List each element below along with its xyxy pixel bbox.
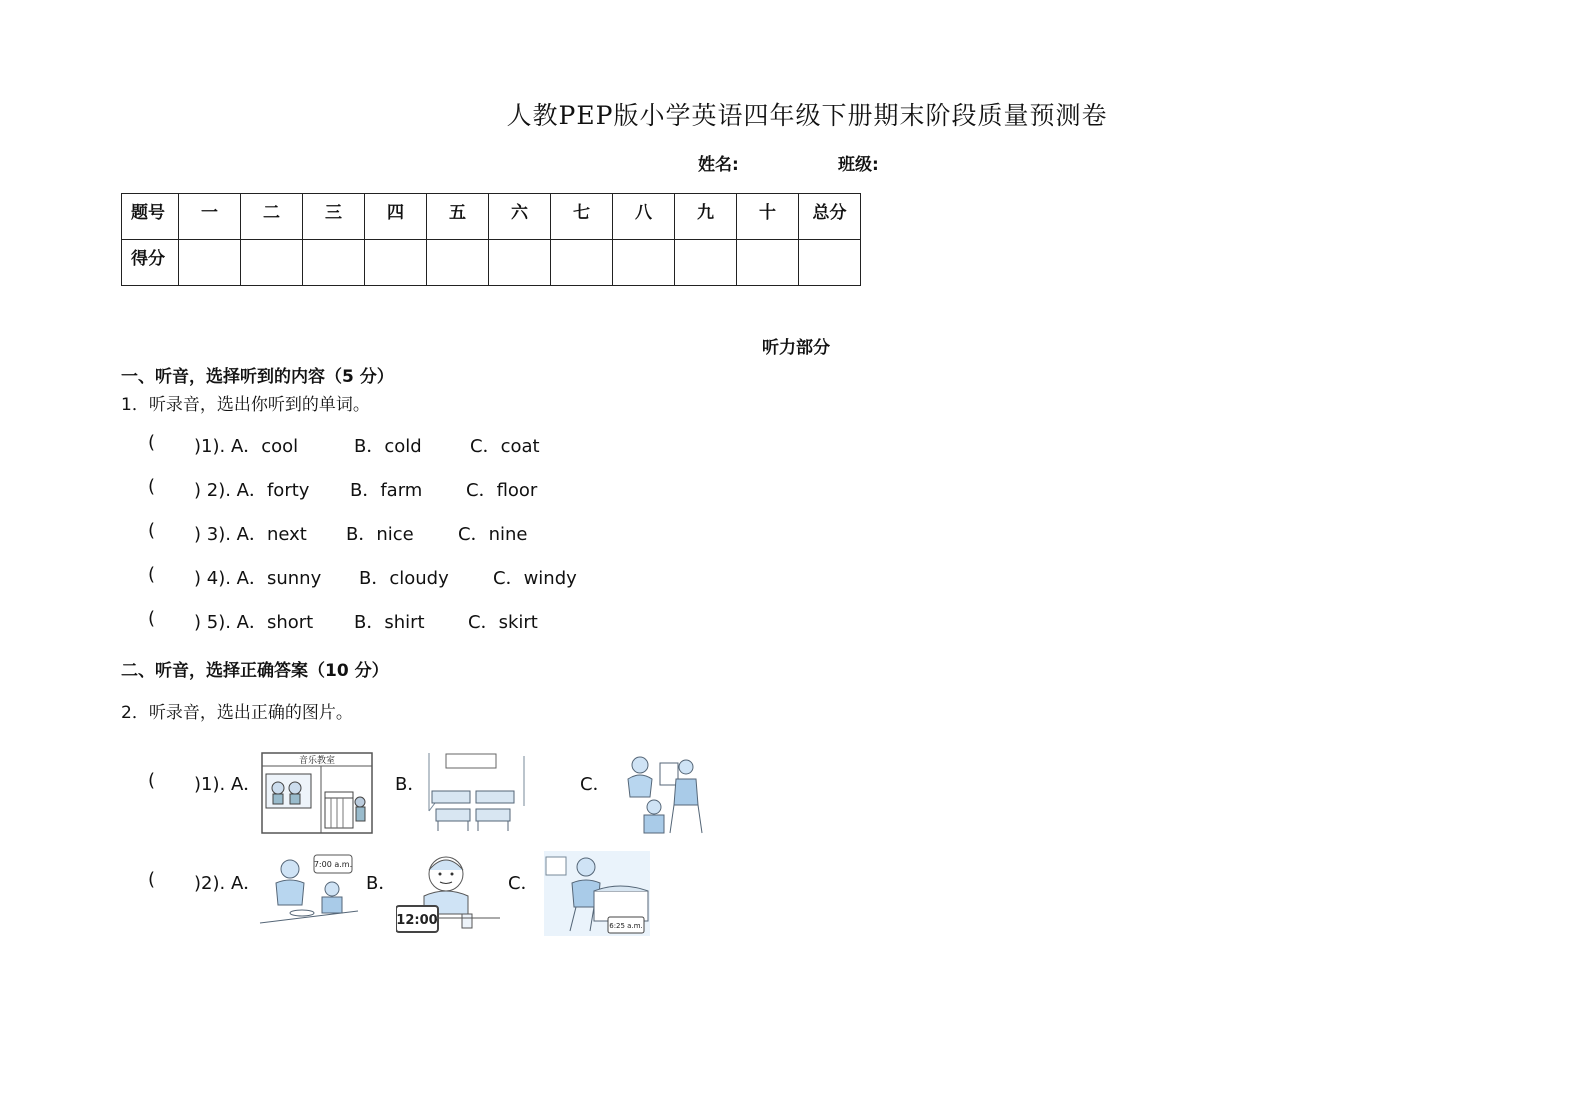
- score-table-header-label: 题号: [122, 194, 179, 240]
- score-table-column: 十: [737, 194, 799, 240]
- score-table-column: 三: [303, 194, 365, 240]
- option-a: )1). A．cool: [194, 436, 299, 457]
- classroom-image: [424, 751, 526, 833]
- option-b: B．nice: [346, 524, 414, 545]
- option-b: B．cold: [354, 436, 422, 457]
- score-table-header-row: [122, 194, 861, 240]
- option-b: B．farm: [350, 480, 423, 501]
- name-label: 姓名:: [698, 155, 739, 175]
- score-table-score-label: 得分: [122, 240, 179, 286]
- score-cell: [489, 240, 551, 286]
- score-cell: [799, 240, 861, 286]
- score-table-column: 四: [365, 194, 427, 240]
- answer-paren: (: [148, 608, 156, 629]
- clock-a-time: 7:00 a.m.: [313, 860, 353, 869]
- answer-paren: (: [148, 869, 156, 890]
- option-b: B．: [395, 774, 426, 795]
- section2-instruction: 2．听录音，选出正确的图片。: [121, 703, 353, 723]
- music-room-image: [261, 752, 373, 834]
- lunch-image: [396, 852, 500, 934]
- score-cell: [613, 240, 675, 286]
- answer-paren: (: [148, 476, 156, 497]
- score-table-column: 一: [179, 194, 241, 240]
- option-a: )1). A．: [194, 774, 262, 795]
- score-table-column: 七: [551, 194, 613, 240]
- score-cell: [675, 240, 737, 286]
- option-b: B．cloudy: [359, 568, 449, 589]
- section1-heading: 一、听音，选择听到的内容（5 分）: [121, 367, 394, 387]
- class-label: 班级:: [838, 155, 879, 175]
- option-a: ) 4). A．sunny: [194, 568, 322, 589]
- part-title-listening: 听力部分: [762, 338, 830, 358]
- option-c: C．windy: [493, 568, 577, 589]
- clock-c-time: 6:25 a.m.: [609, 922, 643, 930]
- page-title: 人教PEP版小学英语四年级下册期末阶段质量预测卷: [506, 101, 1108, 130]
- answer-paren: (: [148, 432, 156, 453]
- score-cell: [241, 240, 303, 286]
- getting-up-image: [544, 851, 650, 936]
- score-table-column: 八: [613, 194, 675, 240]
- option-c: C．: [508, 873, 539, 894]
- option-c: C．floor: [466, 480, 538, 501]
- answer-paren: (: [148, 564, 156, 585]
- answer-paren: (: [148, 770, 156, 791]
- score-table-column: 五: [427, 194, 489, 240]
- option-c: C．: [580, 774, 611, 795]
- score-table-column: 九: [675, 194, 737, 240]
- option-a: ) 2). A．forty: [194, 480, 310, 501]
- option-a: )2). A．: [194, 873, 262, 894]
- option-a: ) 3). A．next: [194, 524, 307, 545]
- option-a: ) 5). A．short: [194, 612, 314, 633]
- option-c: C．coat: [470, 436, 540, 457]
- score-table-score-row: [122, 240, 861, 286]
- breakfast-image: [258, 853, 360, 925]
- score-cell: [737, 240, 799, 286]
- music-room-sign: 音乐教室: [298, 756, 336, 766]
- clock-b-time: 12:00: [396, 913, 438, 928]
- score-table-column: 总分: [799, 194, 861, 240]
- score-table-column: 二: [241, 194, 303, 240]
- option-c: C．skirt: [468, 612, 538, 633]
- score-table: [121, 193, 861, 286]
- answer-paren: (: [148, 520, 156, 541]
- option-b: B．shirt: [354, 612, 425, 633]
- score-cell: [179, 240, 241, 286]
- option-c: C．nine: [458, 524, 528, 545]
- score-cell: [303, 240, 365, 286]
- section2-heading: 二、听音，选择正确答案（10 分）: [121, 661, 389, 681]
- score-cell: [365, 240, 427, 286]
- section1-instruction: 1．听录音，选出你听到的单词。: [121, 395, 370, 415]
- score-cell: [551, 240, 613, 286]
- canteen-image: [614, 749, 706, 835]
- score-cell: [427, 240, 489, 286]
- option-b: B．: [366, 873, 397, 894]
- score-table-column: 六: [489, 194, 551, 240]
